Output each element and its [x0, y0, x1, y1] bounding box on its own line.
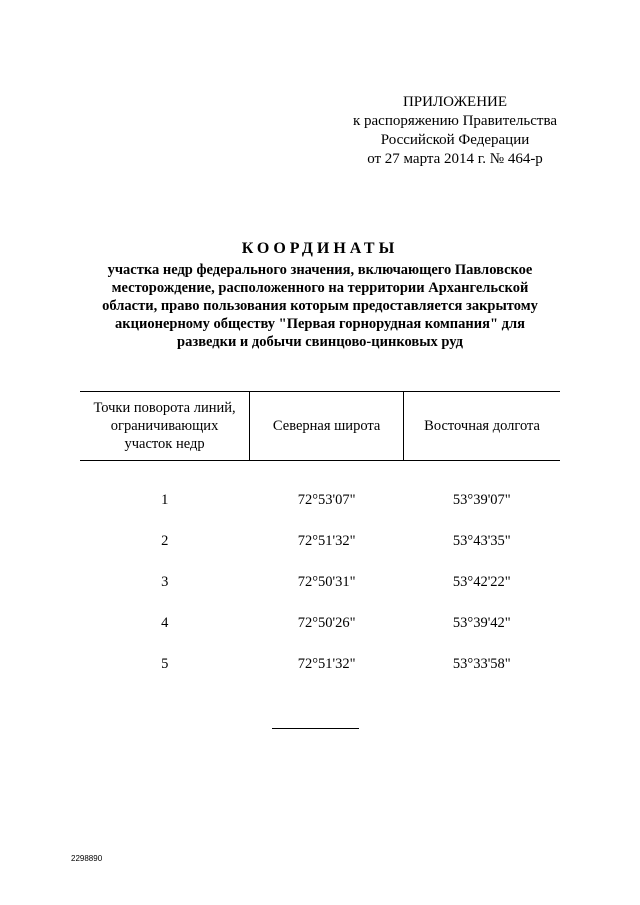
subtitle-line: области, право пользования которым предоставляется закрытому — [102, 298, 538, 314]
header-points-line: ограничивающих — [110, 418, 219, 434]
header-points — [80, 392, 250, 461]
table-row — [80, 521, 560, 562]
coordinates-table — [80, 391, 560, 685]
table-row — [80, 603, 560, 644]
subtitle-line: месторождение, расположенного на территории Архангельской — [111, 280, 529, 296]
header-longitude: Восточная долгота — [404, 392, 560, 461]
point-number: 2 — [161, 533, 169, 549]
header-latitude: Северная широта — [250, 392, 404, 461]
appendix-line: к распоряжению Правительства — [352, 113, 557, 129]
longitude-cell: 53°33'58" — [452, 656, 511, 672]
subtitle-line: участка недр федерального значения, включающего Павловское — [107, 262, 533, 278]
latitude-cell: 72°53'07" — [297, 492, 356, 508]
longitude-cell: 53°42'22" — [452, 574, 511, 590]
latitude-cell: 72°50'31" — [297, 574, 356, 590]
appendix-block — [330, 93, 580, 169]
appendix-date: от 27 марта 2014 г. № 464-р — [367, 151, 543, 167]
end-divider — [272, 728, 359, 729]
table-row — [80, 644, 560, 685]
longitude-cell: 53°39'42" — [452, 615, 511, 631]
point-number: 4 — [161, 615, 169, 631]
table-header-row — [80, 392, 560, 461]
appendix-heading: ПРИЛОЖЕНИЕ — [402, 94, 508, 110]
document-code: 2298890 — [71, 854, 103, 863]
longitude-cell: 53°39'07" — [452, 492, 511, 508]
table-row — [80, 562, 560, 603]
header-points-line: участок недр — [124, 436, 205, 452]
latitude-cell: 72°51'32" — [297, 533, 356, 549]
latitude-cell: 72°50'26" — [297, 615, 356, 631]
document-subtitle — [80, 261, 560, 351]
point-number: 5 — [161, 656, 169, 672]
table-row — [80, 461, 560, 522]
subtitle-line: акционерному обществу "Первая горнорудная компания" для — [115, 316, 525, 332]
header-points-line: Точки поворота линий, — [93, 400, 236, 416]
point-number: 1 — [161, 492, 169, 508]
document-title: КООРДИНАТЫ — [241, 240, 399, 257]
longitude-cell: 53°43'35" — [452, 533, 511, 549]
point-number: 3 — [161, 574, 169, 590]
subtitle-line: разведки и добычи свинцово-цинковых руд — [177, 334, 463, 350]
latitude-cell: 72°51'32" — [297, 656, 356, 672]
appendix-line: Российской Федерации — [380, 132, 530, 148]
